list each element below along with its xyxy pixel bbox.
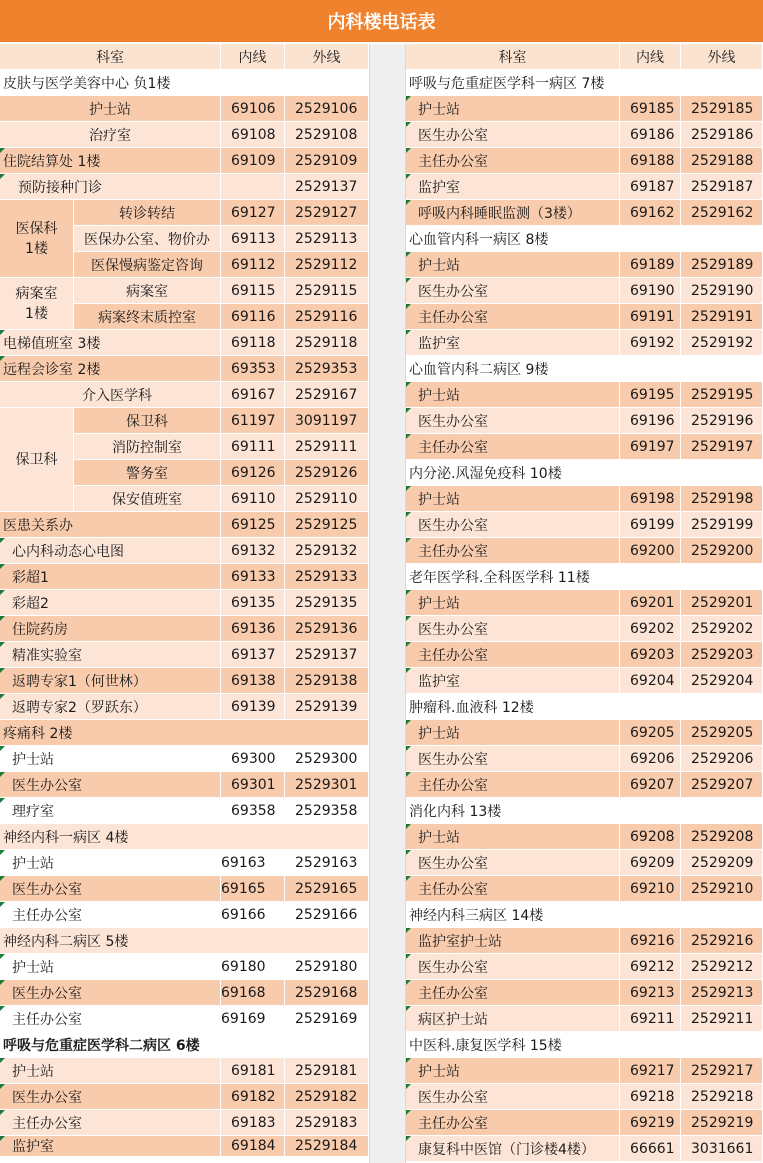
inner-number: 69219 <box>620 1110 681 1136</box>
inner-number: 69212 <box>620 954 681 980</box>
outer-number: 2529116 <box>285 304 369 330</box>
inner-number: 69300 <box>221 746 285 772</box>
inner-number: 69139 <box>221 694 285 720</box>
dept-name: 护士站 <box>406 824 620 850</box>
dept-name: 医生办公室 <box>406 1084 620 1110</box>
inner-number: 69135 <box>221 590 285 616</box>
outer-number: 2529205 <box>681 720 763 746</box>
dept-name: 警务室 <box>74 460 221 486</box>
inner-number: 69195 <box>620 382 681 408</box>
outer-number: 2529180 <box>285 954 369 980</box>
inner-number: 69199 <box>620 512 681 538</box>
outer-number: 2529207 <box>681 772 763 798</box>
inner-number: 69132 <box>221 538 285 564</box>
left-table <box>0 44 369 1157</box>
inner-number: 69189 <box>620 252 681 278</box>
dept-name: 预防接种门诊 <box>0 174 221 200</box>
inner-number: 69358 <box>221 798 285 824</box>
inner-number: 69168 <box>221 980 285 1006</box>
header-inner: 内线 <box>620 44 681 70</box>
outer-number: 2529208 <box>681 824 763 850</box>
dept-name: 主任办公室 <box>0 1006 221 1032</box>
dept-name: 病案终末质控室 <box>74 304 221 330</box>
dept-name: 主任办公室 <box>406 772 620 798</box>
outer-number: 2529183 <box>285 1110 369 1136</box>
inner-number: 69180 <box>221 954 285 980</box>
group-label-records: 病案室 1楼 <box>0 278 74 330</box>
outer-number: 2529217 <box>681 1058 763 1084</box>
inner-number: 69197 <box>620 434 681 460</box>
dept-name: 护士站 <box>406 590 620 616</box>
inner-number: 69106 <box>221 96 285 122</box>
outer-number: 2529136 <box>285 616 369 642</box>
outer-number: 2529126 <box>285 460 369 486</box>
dept-name: 病案室 <box>74 278 221 304</box>
dept-name: 护士站 <box>0 954 221 980</box>
outer-number: 2529200 <box>681 538 763 564</box>
outer-number: 2529198 <box>681 486 763 512</box>
outer-number: 2529169 <box>285 1006 369 1032</box>
outer-number: 2529219 <box>681 1110 763 1136</box>
outer-number: 2529197 <box>681 434 763 460</box>
dept-name: 主任办公室 <box>406 538 620 564</box>
outer-number: 2529189 <box>681 252 763 278</box>
dept-name: 医生办公室 <box>406 746 620 772</box>
outer-number: 2529204 <box>681 668 763 694</box>
inner-number <box>221 174 285 200</box>
outer-number: 2529115 <box>285 278 369 304</box>
group-label-security: 保卫科 <box>0 408 74 512</box>
dept-name: 监护室护士站 <box>406 928 620 954</box>
inner-number: 69126 <box>221 460 285 486</box>
inner-number: 69218 <box>620 1084 681 1110</box>
header-dept: 科室 <box>406 44 620 70</box>
outer-number: 2529167 <box>285 382 369 408</box>
outer-number: 2529138 <box>285 668 369 694</box>
dept-name: 医患关系办 <box>0 512 221 538</box>
dept-name: 住院药房 <box>0 616 221 642</box>
dept-name: 监护室 <box>406 330 620 356</box>
section-header: 老年医学科.全科医学科 11楼 <box>406 564 763 590</box>
inner-number: 69202 <box>620 616 681 642</box>
inner-number: 69184 <box>221 1136 285 1157</box>
dept-name: 监护室 <box>406 668 620 694</box>
inner-number: 69167 <box>221 382 285 408</box>
inner-number: 69136 <box>221 616 285 642</box>
inner-number: 69118 <box>221 330 285 356</box>
inner-number: 69206 <box>620 746 681 772</box>
dept-name: 护士站 <box>406 382 620 408</box>
dept-name: 主任办公室 <box>0 902 221 928</box>
outer-number: 2529127 <box>285 200 369 226</box>
section-header: 呼吸与危重症医学科一病区 7楼 <box>406 70 763 96</box>
inner-number: 69125 <box>221 512 285 538</box>
outer-number: 2529133 <box>285 564 369 590</box>
inner-number: 66661 <box>620 1136 681 1162</box>
outer-number: 2529186 <box>681 122 763 148</box>
outer-number: 3031661 <box>681 1136 763 1162</box>
outer-number: 2529137 <box>285 174 369 200</box>
inner-number: 69208 <box>620 824 681 850</box>
inner-number: 69198 <box>620 486 681 512</box>
dept-name: 康复科中医馆（门诊楼4楼） <box>406 1136 620 1162</box>
section-header: 疼痛科 2楼 <box>0 720 369 746</box>
inner-number: 69183 <box>221 1110 285 1136</box>
inner-number: 69217 <box>620 1058 681 1084</box>
outer-number: 2529190 <box>681 278 763 304</box>
inner-number: 69116 <box>221 304 285 330</box>
inner-number: 69163 <box>221 850 285 876</box>
inner-number: 69186 <box>620 122 681 148</box>
outer-number: 2529203 <box>681 642 763 668</box>
inner-number: 69108 <box>221 122 285 148</box>
dept-name: 主任办公室 <box>406 1110 620 1136</box>
header-outer: 外线 <box>681 44 763 70</box>
dept-name: 医生办公室 <box>0 772 221 798</box>
outer-number: 2529106 <box>285 96 369 122</box>
outer-number: 2529353 <box>285 356 369 382</box>
outer-number: 2529112 <box>285 252 369 278</box>
column-divider <box>369 44 406 1163</box>
inner-number: 69211 <box>620 1006 681 1032</box>
dept-name: 保卫科 <box>74 408 221 434</box>
outer-number: 2529192 <box>681 330 763 356</box>
inner-number: 69113 <box>221 226 285 252</box>
inner-number: 69110 <box>221 486 285 512</box>
outer-number: 2529135 <box>285 590 369 616</box>
outer-number: 2529137 <box>285 642 369 668</box>
inner-number: 69165 <box>221 876 285 902</box>
dept-name: 护士站 <box>0 746 221 772</box>
dept-name: 医生办公室 <box>406 278 620 304</box>
section-header: 心血管内科一病区 8楼 <box>406 226 763 252</box>
inner-number: 69190 <box>620 278 681 304</box>
dept-name: 医生办公室 <box>0 1084 221 1110</box>
inner-number: 69109 <box>221 148 285 174</box>
dept-name: 主任办公室 <box>406 434 620 460</box>
outer-number: 2529111 <box>285 434 369 460</box>
inner-number: 69188 <box>620 148 681 174</box>
dept-name: 医生办公室 <box>406 408 620 434</box>
dept-name: 心内科动态心电图 <box>0 538 221 564</box>
outer-number: 2529182 <box>285 1084 369 1110</box>
dept-name: 主任办公室 <box>406 642 620 668</box>
dept-name: 监护室 <box>406 174 620 200</box>
outer-number: 2529108 <box>285 122 369 148</box>
dept-name: 病区护士站 <box>406 1006 620 1032</box>
outer-number: 2529113 <box>285 226 369 252</box>
inner-number: 69138 <box>221 668 285 694</box>
dept-name: 返聘专家1（何世林） <box>0 668 221 694</box>
dept-name: 护士站 <box>406 720 620 746</box>
dept-name: 理疗室 <box>0 798 221 824</box>
outer-number: 2529162 <box>681 200 763 226</box>
inner-number: 69216 <box>620 928 681 954</box>
outer-number: 2529301 <box>285 772 369 798</box>
dept-name: 彩超2 <box>0 590 221 616</box>
outer-number: 2529211 <box>681 1006 763 1032</box>
inner-number: 69207 <box>620 772 681 798</box>
section-header: 神经内科二病区 5楼 <box>0 928 369 954</box>
inner-number: 69111 <box>221 434 285 460</box>
dept-name: 医保慢病鉴定咨询 <box>74 252 221 278</box>
section-header: 呼吸与危重症医学科二病区 6楼 <box>0 1032 369 1058</box>
outer-number: 3091197 <box>285 408 369 434</box>
outer-number: 2529188 <box>681 148 763 174</box>
header-outer: 外线 <box>285 44 369 70</box>
section-header: 消化内科 13楼 <box>406 798 763 824</box>
inner-number: 69209 <box>620 850 681 876</box>
dept-name: 消防控制室 <box>74 434 221 460</box>
inner-number: 69181 <box>221 1058 285 1084</box>
section-header: 内分泌.风湿免疫科 10楼 <box>406 460 763 486</box>
dept-name: 主任办公室 <box>406 980 620 1006</box>
dept-name: 保安值班室 <box>74 486 221 512</box>
inner-number: 69166 <box>221 902 285 928</box>
dept-name: 返聘专家2（罗跃东） <box>0 694 221 720</box>
dept-name: 主任办公室 <box>406 148 620 174</box>
dept-name: 监护室 <box>0 1136 221 1157</box>
inner-number: 69185 <box>620 96 681 122</box>
outer-number: 2529191 <box>681 304 763 330</box>
inner-number: 69127 <box>221 200 285 226</box>
dept-name: 精准实验室 <box>0 642 221 668</box>
section-header: 神经内科三病区 14楼 <box>406 902 763 928</box>
dept-name: 住院结算处 1楼 <box>0 148 221 174</box>
outer-number: 2529184 <box>285 1136 369 1157</box>
outer-number: 2529213 <box>681 980 763 1006</box>
outer-number: 2529300 <box>285 746 369 772</box>
outer-number: 2529118 <box>285 330 369 356</box>
inner-number: 69301 <box>221 772 285 798</box>
inner-number: 69192 <box>620 330 681 356</box>
dept-name: 医生办公室 <box>0 876 221 902</box>
dept-name: 护士站 <box>406 486 620 512</box>
outer-number: 2529132 <box>285 538 369 564</box>
outer-number: 2529212 <box>681 954 763 980</box>
dept-name: 呼吸内科睡眠监测（3楼） <box>406 200 620 226</box>
dept-name: 医生办公室 <box>406 850 620 876</box>
inner-number: 69191 <box>620 304 681 330</box>
inner-number: 69201 <box>620 590 681 616</box>
section-header: 神经内科一病区 4楼 <box>0 824 369 850</box>
outer-number: 2529187 <box>681 174 763 200</box>
inner-number: 69203 <box>620 642 681 668</box>
inner-number: 69196 <box>620 408 681 434</box>
dept-name: 医保办公室、物价办 <box>74 226 221 252</box>
outer-number: 2529185 <box>681 96 763 122</box>
inner-number: 69162 <box>620 200 681 226</box>
outer-number: 2529181 <box>285 1058 369 1084</box>
inner-number: 69200 <box>620 538 681 564</box>
inner-number: 69169 <box>221 1006 285 1032</box>
dept-name: 医生办公室 <box>406 954 620 980</box>
inner-number: 61197 <box>221 408 285 434</box>
outer-number: 2529195 <box>681 382 763 408</box>
outer-number: 2529163 <box>285 850 369 876</box>
dept-name: 电梯值班室 3楼 <box>0 330 221 356</box>
dept-name: 医生办公室 <box>406 616 620 642</box>
dept-name: 彩超1 <box>0 564 221 590</box>
inner-number: 69137 <box>221 642 285 668</box>
outer-number: 2529218 <box>681 1084 763 1110</box>
outer-number: 2529109 <box>285 148 369 174</box>
inner-number: 69182 <box>221 1084 285 1110</box>
dept-name: 主任办公室 <box>406 304 620 330</box>
dept-name: 介入医学科 <box>0 382 221 408</box>
table-title: 内科楼电话表 <box>0 0 763 44</box>
group-label-medical-insurance: 医保科 1楼 <box>0 200 74 278</box>
header-inner: 内线 <box>221 44 285 70</box>
dept-name: 远程会诊室 2楼 <box>0 356 221 382</box>
outer-number: 2529110 <box>285 486 369 512</box>
dept-name: 护士站 <box>406 96 620 122</box>
section-header: 皮肤与医学美容中心 负1楼 <box>0 70 369 96</box>
outer-number: 2529199 <box>681 512 763 538</box>
inner-number: 69213 <box>620 980 681 1006</box>
section-header: 中医科.康复医学科 15楼 <box>406 1032 763 1058</box>
dept-name: 护士站 <box>406 1058 620 1084</box>
dept-name: 转诊转结 <box>74 200 221 226</box>
outer-number: 2529165 <box>285 876 369 902</box>
outer-number: 2529209 <box>681 850 763 876</box>
right-table <box>406 44 763 1162</box>
inner-number: 69205 <box>620 720 681 746</box>
inner-number: 69187 <box>620 174 681 200</box>
inner-number: 69204 <box>620 668 681 694</box>
outer-number: 2529358 <box>285 798 369 824</box>
outer-number: 2529216 <box>681 928 763 954</box>
outer-number: 2529196 <box>681 408 763 434</box>
outer-number: 2529125 <box>285 512 369 538</box>
dept-name: 主任办公室 <box>406 876 620 902</box>
dept-name: 医生办公室 <box>0 980 221 1006</box>
inner-number: 69112 <box>221 252 285 278</box>
inner-number: 69115 <box>221 278 285 304</box>
dept-name: 护士站 <box>0 1058 221 1084</box>
inner-number: 69210 <box>620 876 681 902</box>
dept-name: 医生办公室 <box>406 512 620 538</box>
outer-number: 2529202 <box>681 616 763 642</box>
dept-name: 治疗室 <box>0 122 221 148</box>
dept-name: 护士站 <box>406 252 620 278</box>
outer-number: 2529206 <box>681 746 763 772</box>
inner-number: 69133 <box>221 564 285 590</box>
outer-number: 2529168 <box>285 980 369 1006</box>
outer-number: 2529201 <box>681 590 763 616</box>
outer-number: 2529166 <box>285 902 369 928</box>
section-header: 肿瘤科.血液科 12楼 <box>406 694 763 720</box>
dept-name: 主任办公室 <box>0 1110 221 1136</box>
inner-number: 69353 <box>221 356 285 382</box>
dept-name: 护士站 <box>0 850 221 876</box>
dept-name: 医生办公室 <box>406 122 620 148</box>
section-header: 心血管内科二病区 9楼 <box>406 356 763 382</box>
outer-number: 2529210 <box>681 876 763 902</box>
dept-name: 护士站 <box>0 96 221 122</box>
header-dept: 科室 <box>0 44 221 70</box>
outer-number: 2529139 <box>285 694 369 720</box>
